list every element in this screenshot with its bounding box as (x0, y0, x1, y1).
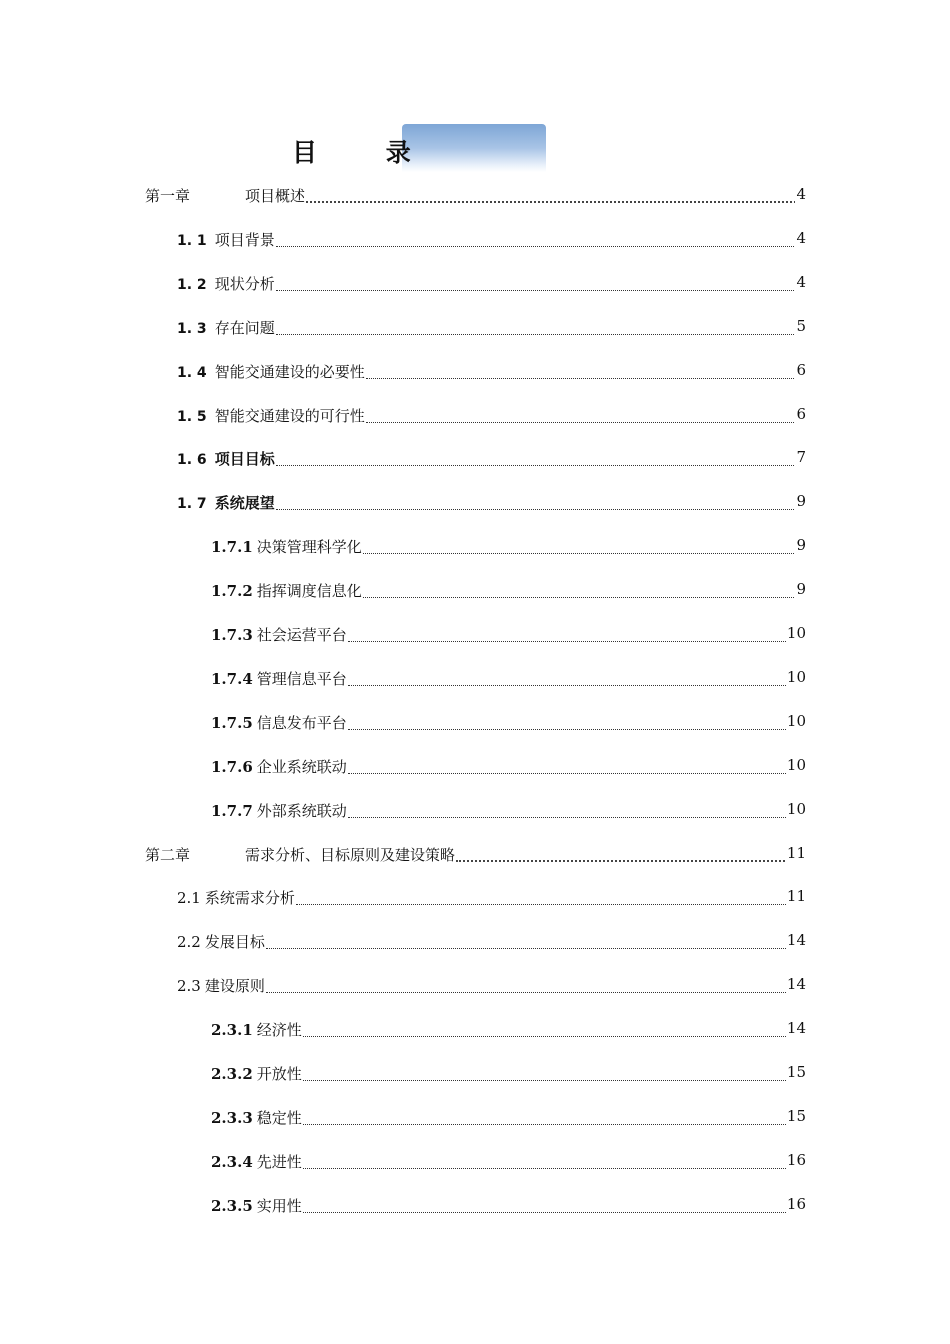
toc-entry-page: 9 (796, 580, 806, 599)
toc-entry-title: 智能交通建设的可行性 (214, 406, 365, 425)
dot-leader (456, 860, 800, 862)
toc-entry-title: 信息发布平台 (256, 713, 347, 732)
dot-leader (348, 817, 800, 818)
toc-entry-title: 存在问题 (214, 318, 275, 337)
toc-entry-title: 先进性 (256, 1152, 302, 1171)
toc-entry[interactable] (0, 712, 950, 736)
toc-entry-label (177, 361, 366, 382)
toc-entry-number: 2.3.5 (211, 1196, 253, 1215)
page-title: 目 录 (292, 138, 441, 167)
toc-entry-page: 10 (786, 711, 806, 730)
toc-entry-number: 1.7.1 (211, 538, 253, 557)
dot-leader (303, 1212, 800, 1213)
toc-entry-title: 智能交通建设的必要性 (214, 362, 365, 381)
toc-entry-label (177, 273, 276, 294)
toc-entry-number: 2.3 (177, 977, 201, 996)
dot-leader (348, 773, 800, 774)
toc-entry[interactable] (0, 887, 950, 911)
toc-entry-title: 稳定性 (256, 1108, 302, 1127)
toc-entry[interactable] (0, 1151, 950, 1175)
toc-entry[interactable] (0, 361, 950, 385)
toc-entry[interactable] (0, 273, 950, 297)
toc-entry[interactable] (0, 405, 950, 429)
toc-entry-label (211, 712, 348, 733)
toc-entry-label (177, 229, 276, 250)
toc-entry-label (211, 580, 363, 601)
toc-entry-number: 1. 1 (177, 232, 207, 249)
toc-entry[interactable] (0, 1063, 950, 1087)
toc-entry-number: 1.7.2 (211, 582, 253, 601)
toc-entry-number: 1. 3 (177, 320, 207, 337)
toc-entry-page: 14 (786, 1019, 806, 1038)
toc-entry-page: 4 (796, 228, 806, 247)
toc-entry-title: 现状分析 (214, 274, 275, 293)
toc-entry-label (145, 185, 306, 206)
toc-entry-label (177, 448, 276, 469)
dot-leader (348, 641, 800, 642)
toc-entry-page: 6 (796, 360, 806, 379)
dot-leader (366, 378, 800, 379)
toc-entry[interactable] (0, 229, 950, 253)
dot-leader (348, 685, 800, 686)
toc-entry-number: 1. 5 (177, 408, 207, 425)
toc-entry-title: 项目概述 (245, 187, 306, 205)
toc-entry-label (211, 624, 348, 645)
toc-entry-page: 11 (786, 843, 806, 862)
toc-entry[interactable] (0, 975, 950, 999)
toc-entry-number: 2.3.1 (211, 1021, 253, 1040)
toc-entry-number: 1.7.5 (211, 713, 253, 732)
toc-entry-label (211, 668, 348, 689)
dot-leader (303, 1168, 800, 1169)
toc-entry[interactable] (0, 931, 950, 955)
toc-entry-title: 发展目标 (204, 933, 265, 952)
toc-entry[interactable] (0, 756, 950, 780)
toc-entry[interactable] (0, 536, 950, 560)
dot-leader (296, 904, 800, 905)
toc-entry-number: 1.7.4 (211, 669, 253, 688)
toc-entry-page: 15 (786, 1063, 806, 1081)
dot-leader (276, 334, 800, 335)
toc-entry-title: 指挥调度信息化 (256, 582, 362, 601)
toc-entry-label (211, 1063, 303, 1084)
toc-entry-title: 系统需求分析 (204, 889, 295, 908)
toc-entry-title: 开放性 (256, 1065, 302, 1083)
toc-entry-label (177, 887, 296, 908)
dot-leader (303, 1036, 800, 1037)
toc-entry-label (177, 405, 366, 426)
toc-entry-label (177, 975, 266, 996)
toc-entry-page: 10 (786, 799, 806, 818)
toc-entry-label (145, 844, 456, 865)
dot-leader (348, 729, 800, 730)
toc-entry-title: 决策管理科学化 (256, 538, 362, 557)
toc-entry-number: 第二章 (145, 845, 191, 864)
toc-entry[interactable] (0, 1195, 950, 1219)
dot-leader (303, 1124, 800, 1125)
toc-entry-label (211, 1195, 303, 1216)
toc-entry-title: 实用性 (256, 1196, 302, 1215)
toc-entry[interactable] (0, 448, 950, 472)
toc-entry-number: 1.7.7 (211, 801, 253, 820)
toc-entry-page: 5 (796, 316, 806, 335)
toc-entry-page: 14 (786, 975, 806, 994)
toc-entry-title: 外部系统联动 (256, 801, 347, 820)
toc-entry-label (211, 1151, 303, 1172)
toc-entry[interactable] (0, 492, 950, 516)
toc-entry-page: 16 (786, 1150, 806, 1169)
dot-leader (276, 246, 800, 247)
dot-leader (363, 553, 800, 554)
toc-entry-label (211, 1019, 303, 1040)
toc-entry-number: 2.1 (177, 889, 201, 908)
toc-entry-title: 项目目标 (214, 450, 275, 469)
toc-entry-number: 2.3.2 (211, 1065, 253, 1083)
toc-entry-title: 经济性 (256, 1021, 302, 1040)
toc-entry-page: 10 (786, 624, 806, 642)
toc-entry-title: 系统展望 (214, 494, 275, 513)
toc-entry-page: 4 (796, 272, 806, 291)
toc-entry-page: 10 (786, 667, 806, 686)
toc-entry-label (211, 536, 363, 557)
toc-entry-number: 2.3.4 (211, 1152, 253, 1171)
toc-entry-number: 1. 6 (177, 452, 207, 469)
toc-entry-title: 建设原则 (204, 977, 265, 996)
dot-leader (276, 509, 800, 510)
toc-entry-title: 社会运营平台 (256, 626, 347, 644)
toc-entry-number: 第一章 (145, 187, 191, 205)
toc-entry[interactable] (0, 580, 950, 604)
dot-leader (366, 422, 800, 423)
toc-entry-page: 14 (786, 931, 806, 950)
toc-entry-label (211, 800, 348, 821)
dot-leader (266, 948, 800, 949)
toc-entry-label (177, 492, 276, 513)
toc-entry-number: 1.7.6 (211, 757, 253, 776)
toc-entry-label (177, 317, 276, 338)
dot-leader (266, 992, 800, 993)
toc-entry-label (211, 1107, 303, 1128)
toc-entry[interactable] (0, 800, 950, 824)
dot-leader (306, 201, 800, 203)
dot-leader (303, 1080, 800, 1081)
toc-entry[interactable] (0, 844, 950, 868)
toc-entry-number: 2.3.3 (211, 1108, 253, 1127)
toc-entry[interactable] (0, 624, 950, 648)
dot-leader (363, 597, 800, 598)
toc-entry-number: 1. 7 (177, 496, 207, 513)
toc-entry-title: 企业系统联动 (256, 757, 347, 776)
toc-entry-title: 项目背景 (214, 230, 275, 249)
toc-entry-label (177, 931, 266, 952)
toc-entry-page: 16 (786, 1194, 806, 1213)
toc-entry-title: 管理信息平台 (256, 669, 347, 688)
dot-leader (276, 465, 800, 466)
toc-entry-label (211, 756, 348, 777)
toc-entry-page: 15 (786, 1106, 806, 1125)
toc-entry-page: 4 (796, 185, 806, 203)
toc-entry[interactable] (0, 668, 950, 692)
toc-entry[interactable] (0, 317, 950, 341)
toc-entry-number: 1.7.3 (211, 626, 253, 644)
toc-entry-number: 2.2 (177, 933, 201, 952)
toc-entry[interactable] (0, 1019, 950, 1043)
toc-entry-page: 9 (796, 536, 806, 555)
toc-entry-page: 9 (796, 492, 806, 511)
toc-entry-page: 11 (786, 887, 806, 906)
toc-entry-page: 7 (796, 448, 806, 467)
toc-entry-number: 1. 4 (177, 364, 207, 381)
toc-entry-title: 需求分析、目标原则及建设策略 (245, 845, 456, 864)
dot-leader (276, 290, 800, 291)
toc-entry[interactable] (0, 1107, 950, 1131)
toc-entry-page: 6 (796, 404, 806, 423)
toc-entry-number: 1. 2 (177, 276, 207, 293)
toc-entry-page: 10 (786, 755, 806, 774)
toc-entry[interactable] (0, 185, 950, 209)
